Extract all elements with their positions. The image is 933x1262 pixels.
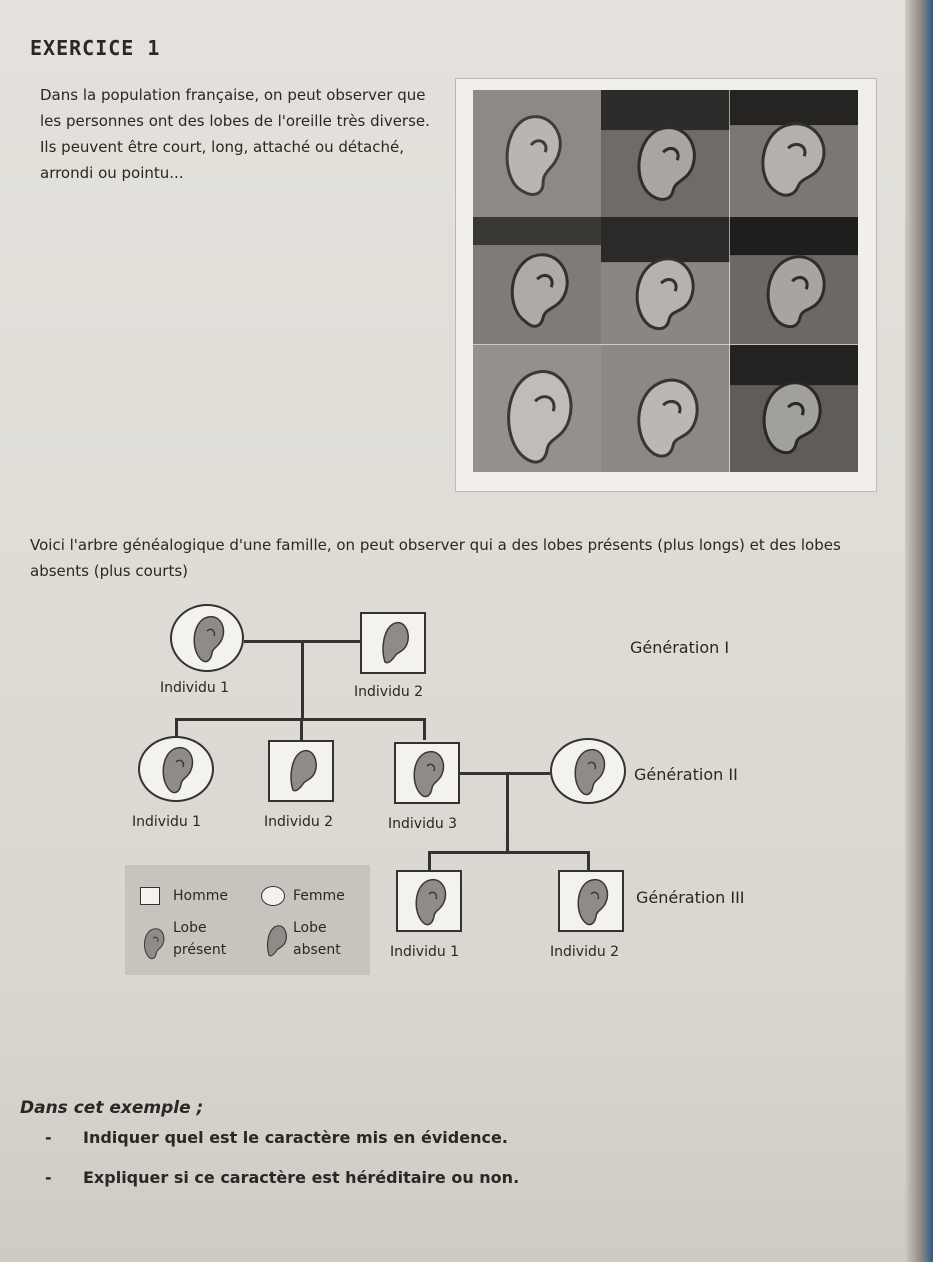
pedigree-intro: Voici l'arbre généalogique d'une famille, on peut observer qui a des lobes présents (plus longs) et des lobes absents (plus courts) xyxy=(30,536,841,580)
ear-photo-grid xyxy=(473,90,858,472)
pedigree-line xyxy=(175,718,178,738)
ear-photo xyxy=(601,90,729,217)
pedigree-line xyxy=(460,772,550,775)
gen1-individu2-label: Individu 2 xyxy=(354,684,424,700)
gen3-individu1-male xyxy=(396,870,462,932)
legend-lobe-present-label: Lobe présent xyxy=(173,920,227,958)
legend-female-circle xyxy=(261,886,285,906)
ear-photo xyxy=(473,345,601,472)
gen1-individu2-male xyxy=(360,612,426,674)
gen1-individu1-label: Individu 1 xyxy=(160,680,230,696)
ear-lobe-present-icon xyxy=(409,748,445,798)
pedigree-line xyxy=(587,851,590,871)
ear-photo xyxy=(730,345,858,472)
ear-lobe-absent-icon xyxy=(377,620,409,666)
gen2-individu2-label: Individu 2 xyxy=(264,814,334,830)
ear-photo xyxy=(601,345,729,472)
pedigree-line xyxy=(506,774,509,852)
ear-lobe-present-icon xyxy=(158,744,194,794)
gen1-individu1-female xyxy=(170,604,244,672)
gen2-individu2-male xyxy=(268,740,334,802)
question-text: Expliquer si ce caractère est héréditaire ou non. xyxy=(83,1168,520,1187)
question-bullet: - xyxy=(45,1168,52,1187)
pedigree-line xyxy=(300,718,303,740)
intro-paragraph: Dans la population française, on peut observer que les personnes ont des lobes de l'oreille très diverse. Ils peuvent être court, long, attaché ou détaché, arrondi ou pointu... xyxy=(40,86,430,182)
ear-lobe-present-icon xyxy=(573,876,609,926)
background-edge xyxy=(905,0,933,1262)
generation-3-label: Génération III xyxy=(636,888,745,907)
questions-intro: Dans cet exemple ; xyxy=(20,1098,204,1118)
ear-lobe-absent-icon xyxy=(285,748,317,794)
gen2-individu3-male xyxy=(394,742,460,804)
ear-lobe-absent-icon xyxy=(263,923,287,959)
pedigree-line xyxy=(301,642,304,720)
ear-lobe-present-icon xyxy=(411,876,447,926)
legend-male-square xyxy=(140,887,160,905)
gen2-spouse-female xyxy=(550,738,626,804)
question-bullet: - xyxy=(45,1128,52,1147)
ear-photo xyxy=(601,217,729,344)
generation-1-label: Génération I xyxy=(630,638,730,657)
ear-photo xyxy=(473,90,601,217)
gen3-individu2-male xyxy=(558,870,624,932)
question-text: Indiquer quel est le caractère mis en évidence. xyxy=(83,1128,508,1147)
pedigree-line xyxy=(423,718,426,740)
ear-lobe-present-icon xyxy=(570,746,606,796)
ear-photo xyxy=(730,217,858,344)
pedigree-line xyxy=(428,851,431,871)
gen2-individu1-female xyxy=(138,736,214,802)
pedigree-legend xyxy=(125,865,370,975)
gen2-individu1-label: Individu 1 xyxy=(132,814,202,830)
legend-femme-label: Femme xyxy=(293,888,345,904)
exercise-title: EXERCICE 1 xyxy=(30,36,161,60)
ear-lobe-present-icon xyxy=(141,925,165,961)
gen2-individu3-label: Individu 3 xyxy=(388,816,458,832)
legend-lobe-absent-label: Lobe absent xyxy=(293,920,341,958)
gen3-individu1-label: Individu 1 xyxy=(390,944,460,960)
pedigree-line xyxy=(428,851,588,854)
ear-lobe-present-icon xyxy=(189,613,225,663)
gen3-individu2-label: Individu 2 xyxy=(550,944,620,960)
generation-2-label: Génération II xyxy=(634,765,738,784)
ear-photo xyxy=(473,217,601,344)
legend-homme-label: Homme xyxy=(173,888,228,904)
ear-photo xyxy=(730,90,858,217)
